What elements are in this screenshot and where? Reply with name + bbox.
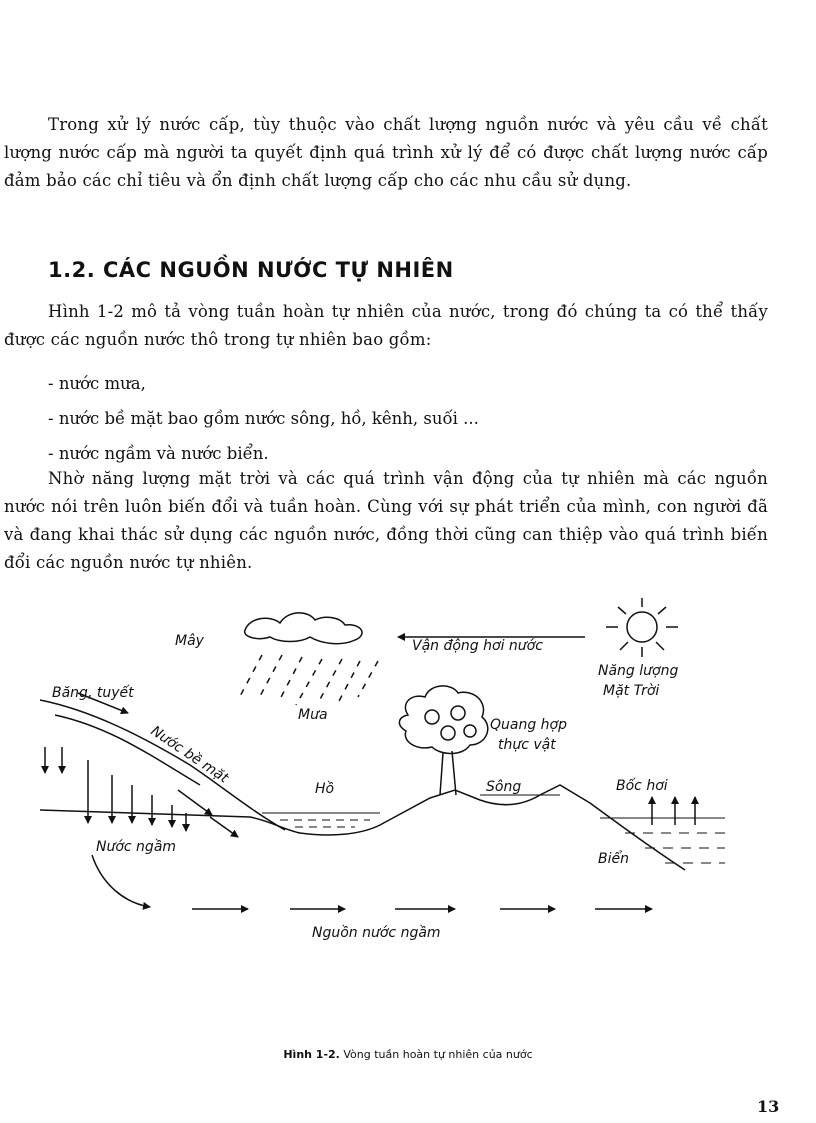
caption-number: Hình 1-2. bbox=[283, 1048, 340, 1061]
surface-water-label: Nước bề mặt bbox=[147, 723, 232, 787]
groundwater-curve-arrow bbox=[92, 855, 150, 907]
lake-label: Hồ bbox=[315, 781, 335, 797]
closing-paragraph: Nhờ năng lượng mặt trời và các quá trình vận động của tự nhiên mà các nguồn nước nói trên luôn biến đổi và tuần hoàn. Cùng với sự phát triển của mình, con người đã và đang khai thác sử dụng các nguồn nước, đồng thời cũng can thiệp vào quá trình biến đổi các nguồn nước tự nhiên. bbox=[4, 469, 768, 572]
figure-caption bbox=[0, 1048, 816, 1061]
cloud-label: Mây bbox=[175, 633, 204, 649]
evaporation-arrows bbox=[652, 797, 695, 825]
list-item: - nước ngầm và nước biển. bbox=[48, 444, 269, 463]
groundwater-label: Nước ngầm bbox=[96, 839, 177, 855]
cloud-icon bbox=[245, 613, 362, 644]
photosynthesis-label-line1: Quang hợp bbox=[490, 717, 568, 733]
photosynthesis-label-line2: thực vật bbox=[498, 737, 556, 753]
section-intro-paragraph: Hình 1-2 mô tả vòng tuần hoàn tự nhiên của nước, trong đó chúng ta có thể thấy được các nguồn nước thô trong tự nhiên bao gồm: bbox=[4, 302, 768, 349]
vapor-label: Vận động hơi nước bbox=[412, 638, 543, 654]
sun-label-line2: Mặt Trời bbox=[603, 683, 660, 699]
infiltration-arrows bbox=[88, 760, 186, 831]
list-item: - nước bề mặt bao gồm nước sông, hồ, kênh, suối ... bbox=[48, 409, 479, 428]
water-cycle-diagram bbox=[0, 585, 816, 955]
section-heading: 1.2. CÁC NGUỒN NƯỚC TỰ NHIÊN bbox=[48, 258, 454, 282]
evaporation-label: Bốc hơi bbox=[616, 778, 668, 794]
rain-lines bbox=[238, 655, 378, 705]
list-item: - nước mưa, bbox=[48, 374, 146, 393]
sun-icon bbox=[606, 598, 678, 657]
sun-label-line1: Năng lượng bbox=[598, 663, 679, 679]
ground-line bbox=[40, 785, 685, 870]
river-label: Sông bbox=[486, 779, 522, 795]
intro-paragraph: Trong xử lý nước cấp, tùy thuộc vào chất lượng nguồn nước và yêu cầu về chất lượng nước cấp mà người ta quyết định quá trình xử lý để có được chất lượng nước cấp đảm bảo các chỉ tiêu và ổn định chất lượng cấp cho các nhu cầu sử dụng. bbox=[4, 115, 768, 190]
groundwater-source-label: Nguồn nước ngầm bbox=[312, 925, 441, 941]
caption-text: Vòng tuần hoàn tự nhiên của nước bbox=[343, 1048, 533, 1061]
sea-label: Biển bbox=[598, 851, 629, 867]
tree-icon bbox=[399, 686, 487, 795]
water-source-list bbox=[48, 366, 479, 471]
rain-label: Mưa bbox=[298, 707, 328, 723]
page-number: 13 bbox=[757, 1097, 780, 1116]
snow-label: Băng, tuyết bbox=[52, 685, 134, 701]
